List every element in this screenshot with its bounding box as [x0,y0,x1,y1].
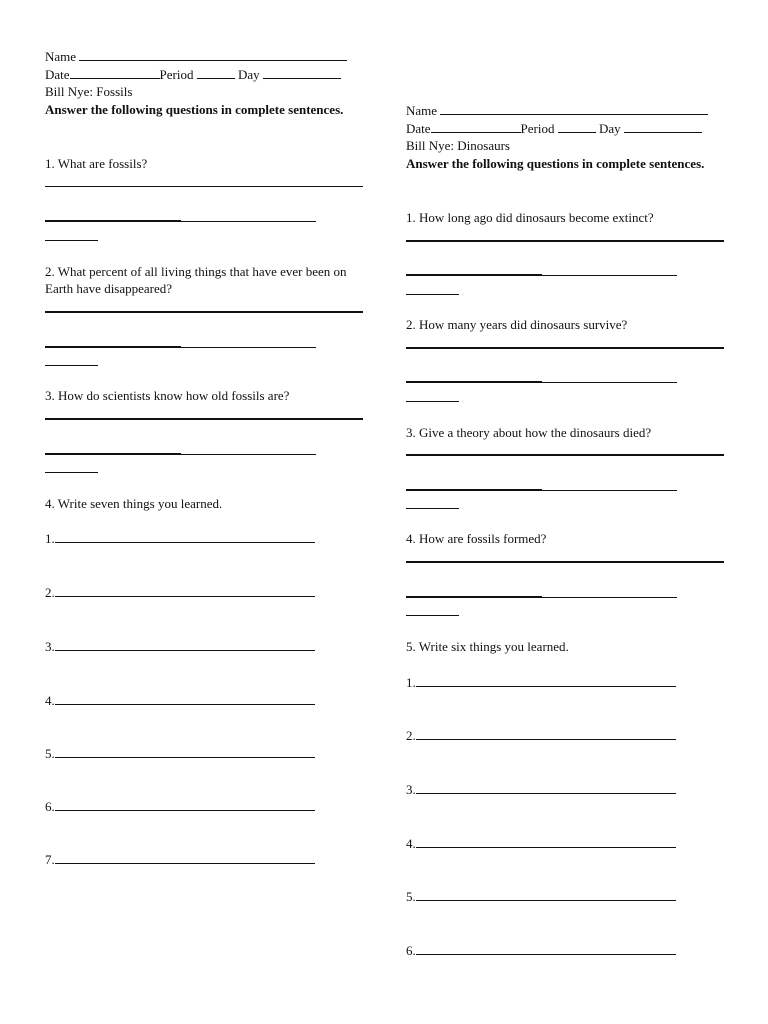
instructions: Answer the following questions in complete sentences. [45,102,344,117]
date-line [406,119,702,137]
list-item[interactable] [406,834,676,852]
answer-line[interactable] [406,381,542,383]
day-blank[interactable] [263,65,341,79]
answer-line[interactable] [181,221,316,222]
list-answer-line[interactable] [55,850,315,864]
answer-line[interactable] [406,508,459,509]
date-blank[interactable] [431,119,521,133]
date-blank[interactable] [70,65,160,79]
worksheet-title: Bill Nye: Fossils [45,84,133,99]
day-blank[interactable] [624,119,702,133]
name-line [45,47,347,65]
question-5: 5. Write six things you learned. [406,639,569,654]
answer-line[interactable] [406,347,724,349]
list-answer-line[interactable] [416,887,676,901]
period-blank[interactable] [197,65,235,79]
name-label: Name [406,103,438,118]
answer-line[interactable] [181,454,316,455]
list-answer-line[interactable] [416,780,676,794]
question-4: 4. Write seven things you learned. [45,496,223,511]
list-number: 3. [406,782,416,797]
list-number: 5. [406,889,416,904]
answer-line[interactable] [45,220,181,222]
list-item[interactable] [406,780,676,798]
list-answer-line[interactable] [55,583,315,597]
answer-line[interactable] [406,489,542,491]
period-label: Period [159,67,194,82]
question-3: 3. How do scientists know how old fossils are? [45,388,290,403]
answer-line[interactable] [181,347,316,348]
question-1: 1. What are fossils? [45,156,148,171]
list-item[interactable] [45,850,315,868]
list-number: 7. [45,852,55,867]
list-number: 5. [45,746,55,761]
list-item[interactable] [45,637,315,655]
list-number: 1. [406,675,416,690]
name-blank[interactable] [79,47,347,61]
list-item[interactable] [45,529,315,547]
answer-line[interactable] [406,294,459,295]
list-item[interactable] [45,583,315,601]
answer-line[interactable] [542,275,677,276]
list-number: 2. [45,585,55,600]
question-2: 2. What percent of all living things that have ever been on Earth have disappeared? [45,264,347,296]
period-label: Period [520,121,555,136]
list-answer-line[interactable] [416,673,676,687]
answer-line[interactable] [45,311,363,313]
answer-line[interactable] [45,472,98,473]
list-answer-line[interactable] [416,941,676,955]
list-answer-line[interactable] [416,726,676,740]
list-item[interactable] [45,744,315,762]
list-number: 6. [45,799,55,814]
answer-line[interactable] [45,418,363,420]
answer-line[interactable] [406,615,459,616]
answer-line[interactable] [406,274,542,276]
list-answer-line[interactable] [416,834,676,848]
answer-line[interactable] [45,346,181,348]
answer-line[interactable] [542,490,677,491]
list-answer-line[interactable] [55,744,315,758]
list-item[interactable] [406,941,676,959]
name-blank[interactable] [440,101,708,115]
list-number: 4. [406,836,416,851]
list-item[interactable] [45,797,315,815]
answer-line[interactable] [406,596,542,598]
answer-line[interactable] [406,454,724,456]
list-item[interactable] [406,887,676,905]
answer-line[interactable] [542,597,677,598]
answer-line[interactable] [406,561,724,563]
answer-line[interactable] [406,401,459,402]
list-item[interactable] [45,691,315,709]
date-label: Date [406,121,431,136]
period-blank[interactable] [558,119,596,133]
list-number: 4. [45,693,55,708]
list-number: 6. [406,943,416,958]
date-label: Date [45,67,70,82]
answer-line[interactable] [542,382,677,383]
worksheet-title: Bill Nye: Dinosaurs [406,138,510,153]
answer-line[interactable] [45,240,98,241]
list-answer-line[interactable] [55,529,315,543]
list-number: 3. [45,639,55,654]
name-line [406,101,708,119]
question-3: 3. Give a theory about how the dinosaurs died? [406,425,652,440]
list-item[interactable] [406,673,676,691]
question-1: 1. How long ago did dinosaurs become extinct? [406,210,654,225]
day-label: Day [238,67,260,82]
answer-line[interactable] [406,240,724,242]
list-answer-line[interactable] [55,797,315,811]
answer-line[interactable] [45,365,98,366]
name-label: Name [45,49,77,64]
list-answer-line[interactable] [55,637,315,651]
list-answer-line[interactable] [55,691,315,705]
answer-line[interactable] [45,453,181,455]
question-4: 4. How are fossils formed? [406,531,547,546]
question-2: 2. How many years did dinosaurs survive? [406,317,628,332]
date-line [45,65,341,83]
instructions: Answer the following questions in complete sentences. [406,156,705,171]
list-item[interactable] [406,726,676,744]
list-number: 2. [406,728,416,743]
answer-line[interactable] [45,186,363,187]
list-number: 1. [45,531,55,546]
day-label: Day [599,121,621,136]
